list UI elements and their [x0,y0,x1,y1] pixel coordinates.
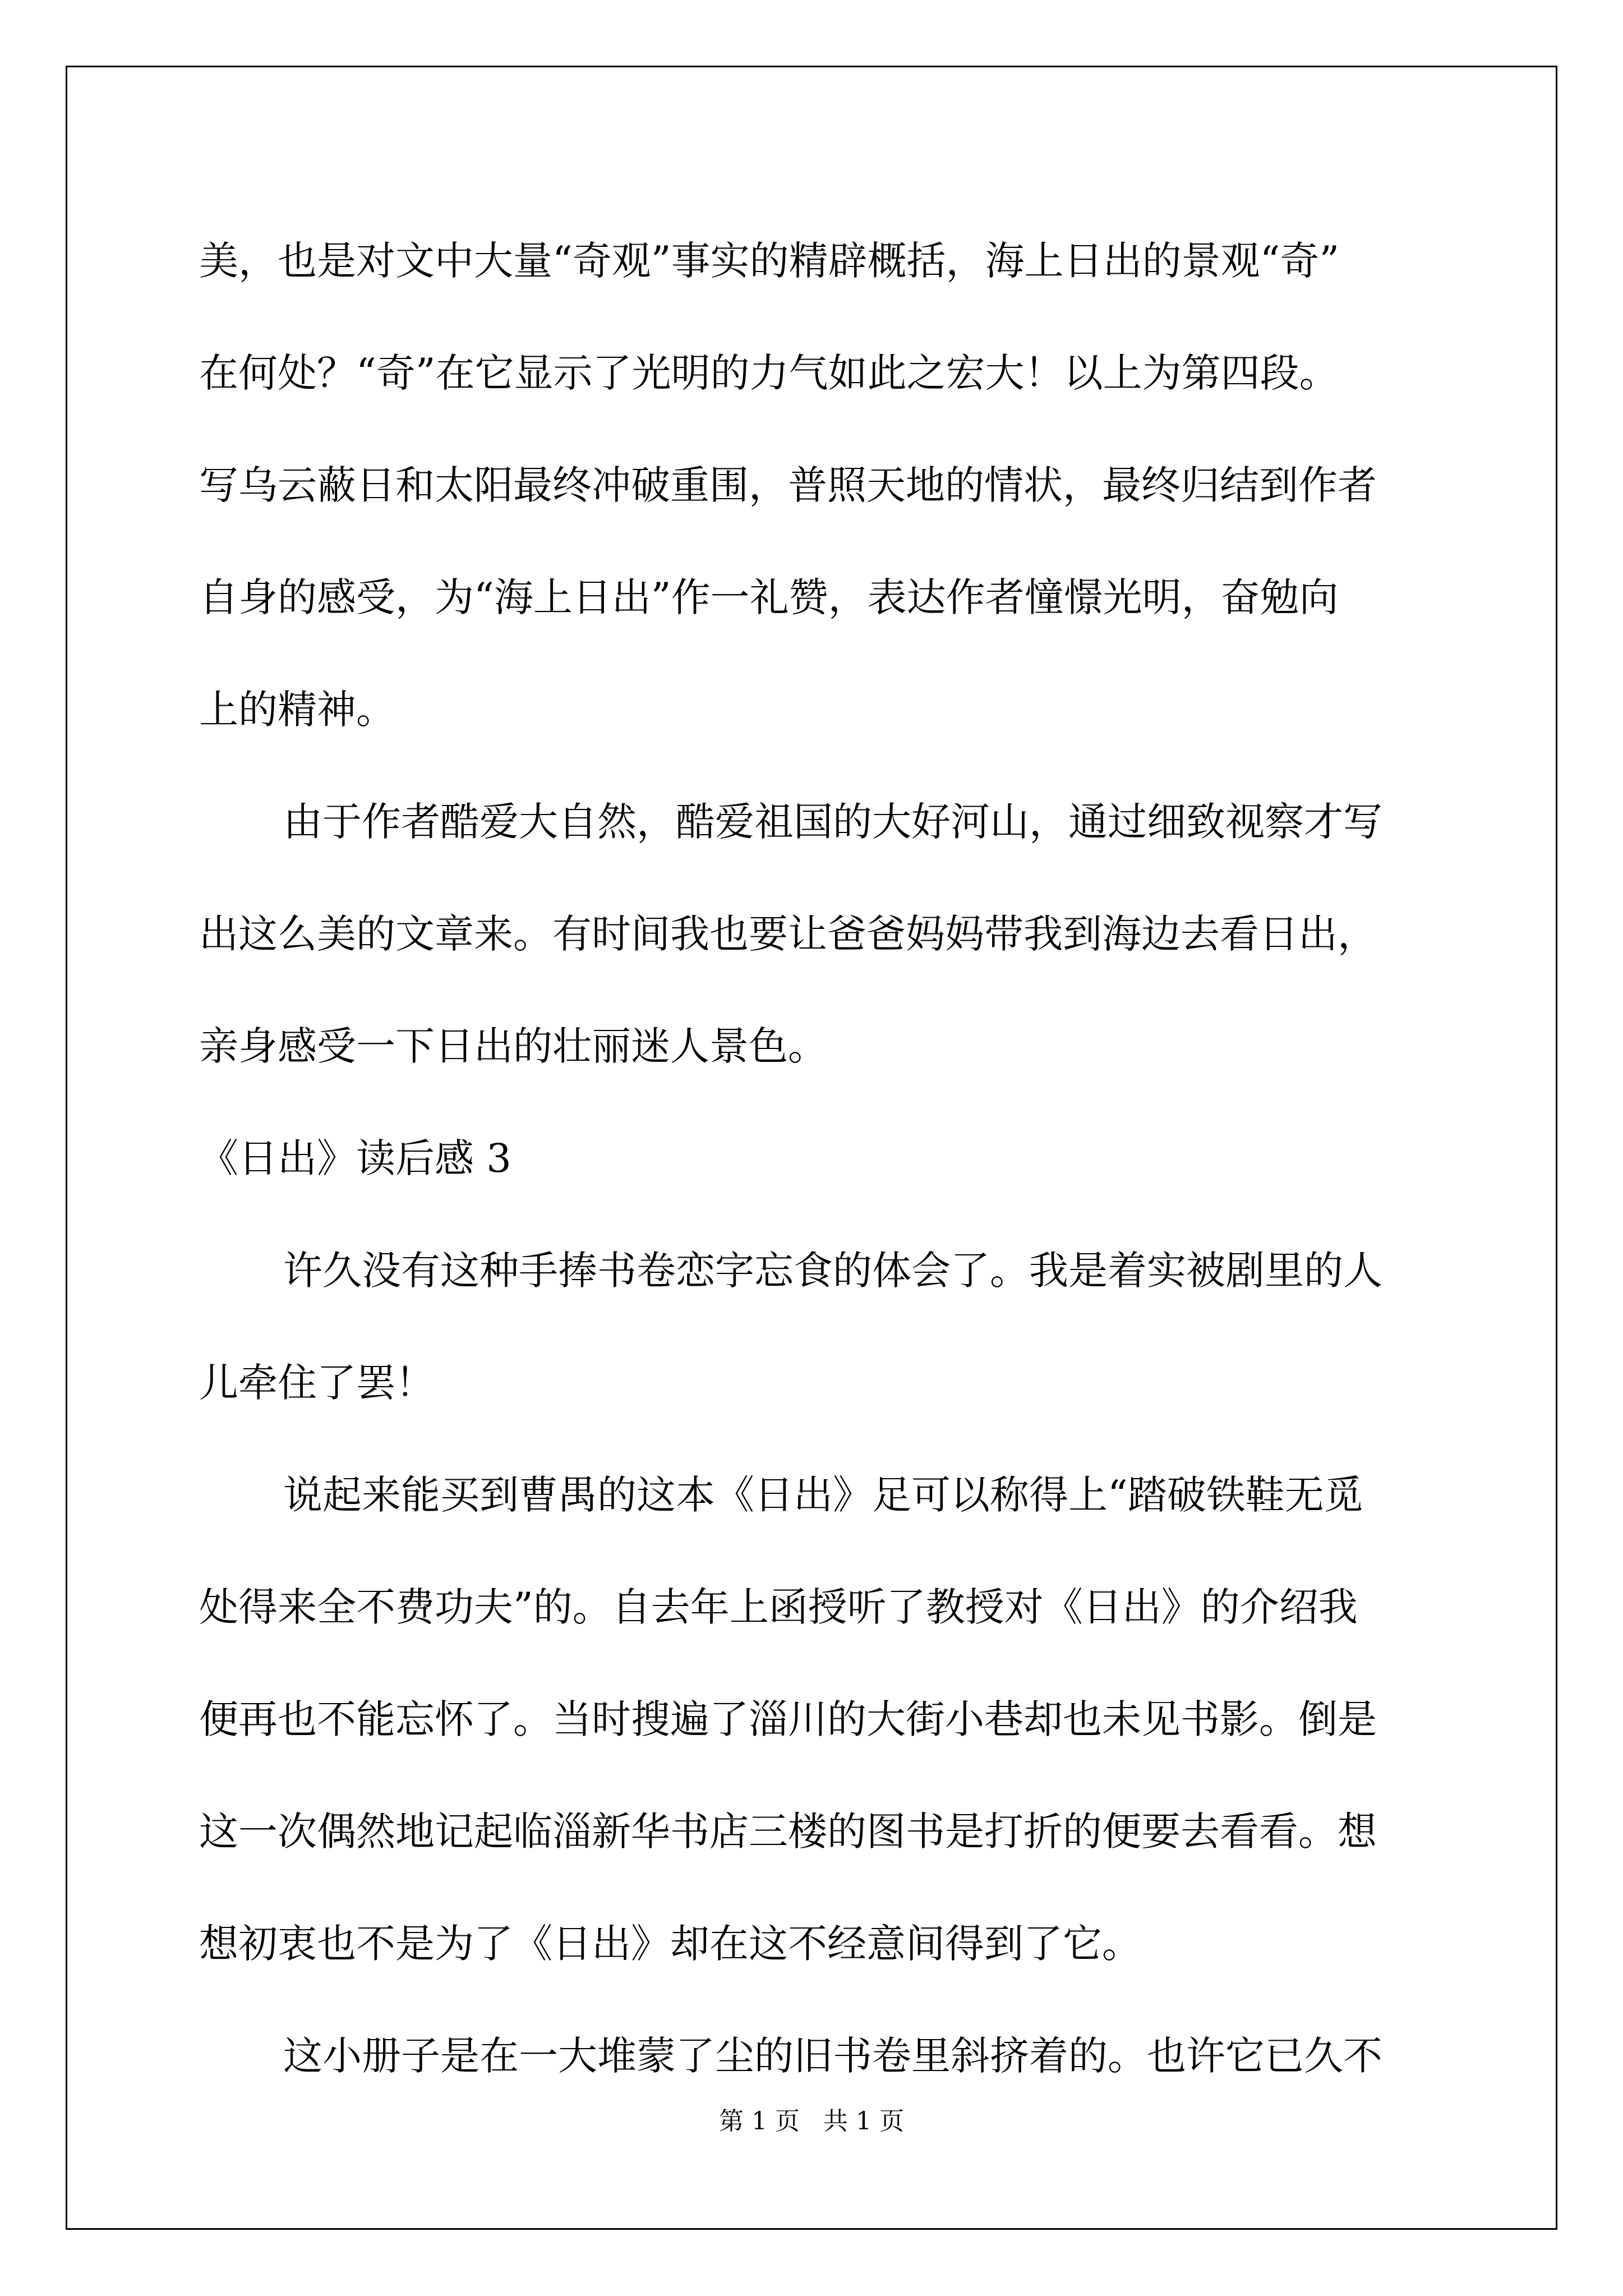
paragraph-start-line: 这小册子是在一大堆蒙了尘的旧书卷里斜挤着的。也许它已久不 [283,2033,1382,2079]
text-line: 在何处？“奇”在它显示了光明的力气如此之宏大！以上为第四段。 [199,350,1339,396]
text-line: 便再也不能忘怀了。当时搜遍了淄川的大街小巷却也未见书影。倒是 [199,1696,1377,1742]
document-body [199,205,1433,2112]
section-heading: 《日出》读后感 3 [199,1135,511,1181]
text-line: 亲身感受一下日出的壮丽迷人景色。 [199,1023,827,1069]
text-line: 想初衷也不是为了《日出》却在这不经意间得到了它。 [199,1921,1141,1967]
paragraph-start-line: 许久没有这种手捧书卷恋字忘食的体会了。我是着实被剧里的人 [283,1248,1382,1294]
paragraph-start-line: 由于作者酷爱大自然，酷爱祖国的大好河山，通过细致视察才写 [283,799,1382,845]
text-line: 处得来全不费功夫”的。自去年上函授听了教授对《日出》的介绍我 [199,1584,1358,1630]
text-line: 写乌云蔽日和太阳最终冲破重围，普照天地的情状，最终归结到作者 [199,462,1377,508]
text-line: 上的精神。 [199,687,395,733]
text-line: 这一次偶然地记起临淄新华书店三楼的图书是打折的便要去看看。想 [199,1809,1377,1855]
text-line: 美，也是对文中大量“奇观”事实的精辟概括，海上日出的景观“奇” [199,238,1340,284]
page-footer: 第 1 页 共 1 页 [719,2107,904,2136]
text-line: 出这么美的文章来。有时间我也要让爸爸妈妈带我到海边去看日出， [199,911,1377,957]
paragraph-start-line: 说起来能买到曹禺的这本《日出》足可以称得上“踏破铁鞋无觅 [283,1472,1363,1518]
text-line: 自身的感受，为“海上日出”作一礼赞，表达作者憧憬光明，奋勉向 [199,574,1339,620]
text-line: 儿牵住了罢！ [199,1360,435,1406]
